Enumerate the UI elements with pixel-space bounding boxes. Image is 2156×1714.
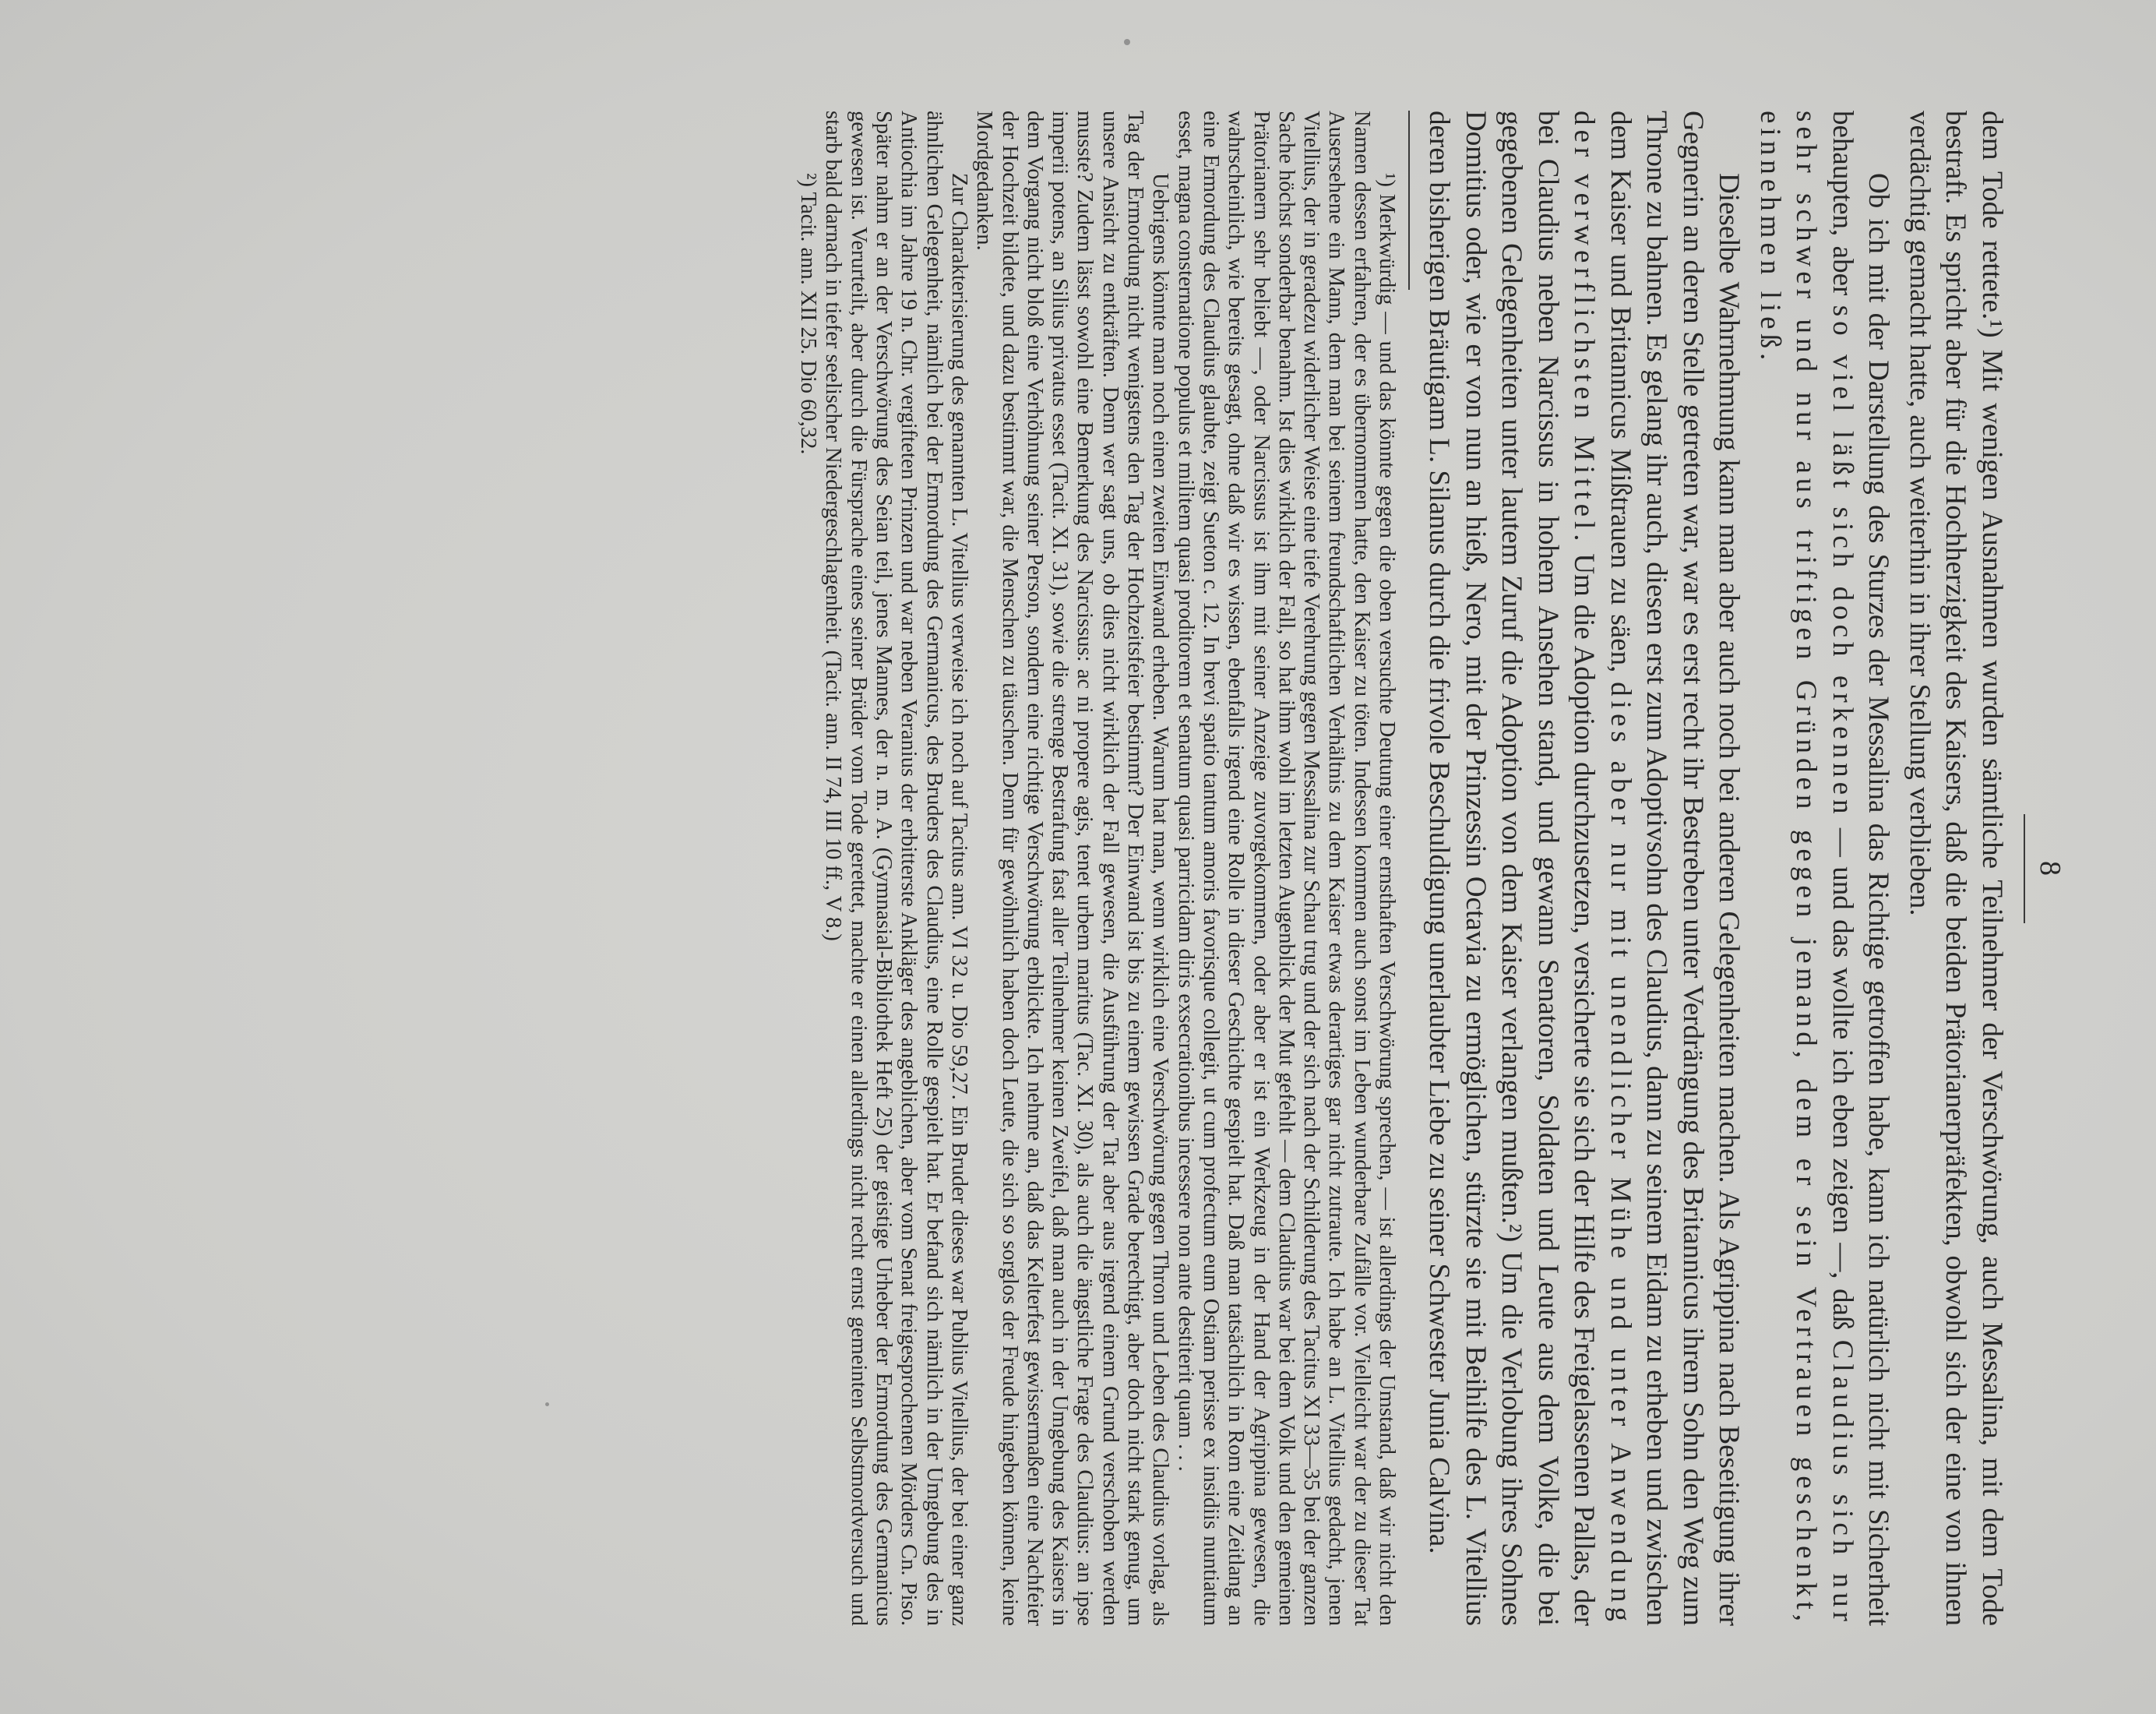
footnote-1: ¹) Merkwürdig — und das könnte gegen die oben versuchte Deutung einer ernsthaften Verschwörung sprechen, — ist allerdings der Umstand, daß wir nicht den Namen dessen erfahren, der es übernommen hatte, den Kaiser zu töten. Indessen kommen auch sonst im Leben wunderbare Zufälle vor. Vielleicht war der zu dieser Tat Ausersehene ein Mann, dem man bei seinem freundschaftlichen Verhältnis zu dem Kaiser etwas derartiges gar nicht zutraute. Ich habe an L. Vitellius gedacht, jenen Vitellius, der in geradezu widerlicher Weise eine tiefe Verehrung gegen Messalina zur Schau trug und der sich nach der Schilderung des Tacitus XI 33—35 bei der ganzen Sache höchst sonderbar benahm. Ist dies wirklich der Fall, so hat ihm wohl im letzten Augenblick der Mut gefehlt — dem Claudius war bei dem Volk und den gemeinen Prätorianern sehr beliebt —, oder Narcissus ist ihm mit seiner Anzeige zuvorgekommen, oder aber er ist ein Werkzeug in der Hand der Agrippina gewesen, die wahrscheinlich, wie bereits gesagt, ohne daß wir es wissen, ebenfalls irgend eine Rolle in dieser Geschichte gespielt hat. Daß man tatsächlich in Rom eine Zeitlang an eine Ermordung des Claudius glaubte, zeigt Sueton c. 12. In brevi spatio tantum amoris favorisque collegit, ut cum profectum eum Ostiam perisse ex insidiis nuntiatum esset, magna consternatione populus et militem quasi proditorem et senatum quasi parricidam diris exsecrationibus incessere non ante destiterit quam . . . — [1173, 111, 1399, 1626]
page-number: 8 — [2034, 861, 2066, 876]
paragraph-2: Ob ich mit der Darstellung des Sturzes der Messalina das Richtige getroffen habe, kann ich natürlich nicht mit Sicherheit behaupten, aber so viel läßt sich doch erkennen — und das wollte ich eben zeigen —, daß Claudius sich nur sehr schwer und nur aus triftigen Gründen gegen jemand, dem er sein Vertrauen geschenkt, einnehmen ließ. — [1754, 111, 1895, 1626]
spaced-emphasis: Claudius sich nur sehr schwer und nur aus triftigen Gründen gegen jemand, dem er sein Vertrauen geschenkt, einnehmen ließ. — [1754, 111, 1858, 1626]
spaced-emphasis: dies aber nur mit unendlicher Mühe und unter Anwendung der verwerflichsten Mittel. — [1568, 111, 1636, 1627]
footnote-rule — [1408, 111, 1410, 290]
spaced-emphasis: so viel läßt sich doch erkennen — [1827, 305, 1858, 819]
paragraph-1: dem Tode rettete.¹) Mit wenigen Ausnahmen wurden sämtliche Teilnehmer der Verschwörung, auch Messalina, mit dem Tode bestraft. Es spricht aber für die Hochherzigkeit des Kaisers, daß die beiden Prätorianerpräfekten, obwohl sich der eine von ihnen verdächtig gemacht hatte, auch weiterhin in ihrer Stellung verblieben. — [1904, 111, 2008, 1626]
page-number-rule — [2024, 814, 2025, 923]
footnote-1-vitellius: Zur Charakterisierung des genannten L. Vitellius verweise ich noch auf Tacitus ann. VI 32 u. Dio 59,27. Ein Bruder dieses war Publius Vitellius, der bei einer ganz ähnlichen Gelegenheit, nämlich bei der Ermordung des Germanicus, des Bruders des Claudius, eine Rolle gespielt hat. Er befand sich nämlich in der Umgebung des in Antiochia im Jahre 19 n. Chr. vergifteten Prinzen und war neben Veranius der erbitterste Ankläger des angeblichen, aber vom Senat freigesprochenen Mörders Cn. Piso. Später nahm er an der Verschwörung des Seian teil, jenes Mannes, der n. m. A. (Gymnasial-Bibliothek Heft 25) der geistige Urheber der Ermordung des Germanicus gewesen ist. Verurteilt, aber durch die Fürsprache eines seiner Brüder vom Tode gerettet, machte er einen allerdings nicht recht ernst gemeinten Selbstmordversuch und starb bald darnach in tiefer seelischer Niedergeschlagenheit. (Tacit. ann. II 74, III 10 ff., V 8.) — [821, 111, 971, 1626]
footnote-1-continued: Uebrigens könnte man noch einen zweiten Einwand erheben. Warum hat man, wenn wirklich eine Verschwörung gegen Thron und Leben des Claudius vorlag, als Tag der Ermordung nicht wenigstens den Tag der Hochzeitsfeier bestimmt? Der Einwand ist bis zu einem gewissen Grade berechtigt, aber doch nicht stark genug, um unsere Ansicht zu entkräften. Denn wer sagt uns, ob dies nicht wirklich der Fall gewesen, die Ausführung der Tat aber aus irgend einem Grund verschoben werden musste? Zudem lässt sowohl eine Bemerkung des Narcissus: ac ni propere agis, tenet urbem maritus (Tac. XI. 30), als auch die ängstliche Frage des Claudius: an ipse imperii potens, an Silius privatus esset (Tacit. XI. 31), sowie die strenge Bestrafung fast aller Teilnehmer keinen Zweifel, daß man auch in der Umgebung des Kaisers in dem Vorgang nicht bloß eine Verhöhnung seiner Person, sondern eine richtige Verschwörung erblickte. Ich nehme an, daß das Kelterfest gewissermaßen eine Nachfeier der Hochzeit bildete, und dazu bestimmt war, die Menschen zu täuschen. Denn für gewöhnlich haben doch Leute, die sich so sorglos der Freude hingeben können, keine Mordgedanken. — [972, 111, 1173, 1626]
paragraph-3: Dieselbe Wahrnehmung kann man aber auch noch bei anderen Gelegenheiten machen. Als Agrippina nach Beseitigung ihrer Gegnerin an deren Stelle getreten war, war es erst recht ihr Bestreben unter Verdrängung des Britannicus ihrem Sohn den Weg zum Throne zu bahnen. Es gelang ihr auch, diesen erst zum Adoptivsohn des Claudius, dann zu seinem Eidam zu erheben und zwischen dem Kaiser und Britannicus Mißtrauen zu säen, dies aber nur mit unendlicher Mühe und unter Anwendung der verwerflichsten Mittel. Um die Adoption durchzusetzen, versicherte sie sich der Hilfe des Freigelassenen Pallas, der bei Claudius neben Narcissus in hohem Ansehen stand, und gewann Senatoren, Soldaten und Leute aus dem Volke, die bei gegebenen Gelegenheiten unter lautem Zuruf die Adoption von dem Kaiser verlangen mußten.²) Um die Verlobung ihres Sohnes Domitius oder, wie er von nun an hieß, Nero, mit der Prinzessin Octavia zu ermöglichen, stürzte sie mit Beihilfe des L. Vitellius deren bisherigen Bräutigam L. Silanus durch die frivole Beschuldigung unerlaubter Liebe zu seiner Schwester Junia Calvina. — [1423, 111, 1746, 1627]
footnote-2: ²) Tacit. ann. XII 25. Dio 60,32. — [796, 173, 821, 455]
footnotes — [795, 111, 1399, 1626]
main-text — [1421, 111, 2010, 1626]
text-column — [795, 111, 2070, 1626]
